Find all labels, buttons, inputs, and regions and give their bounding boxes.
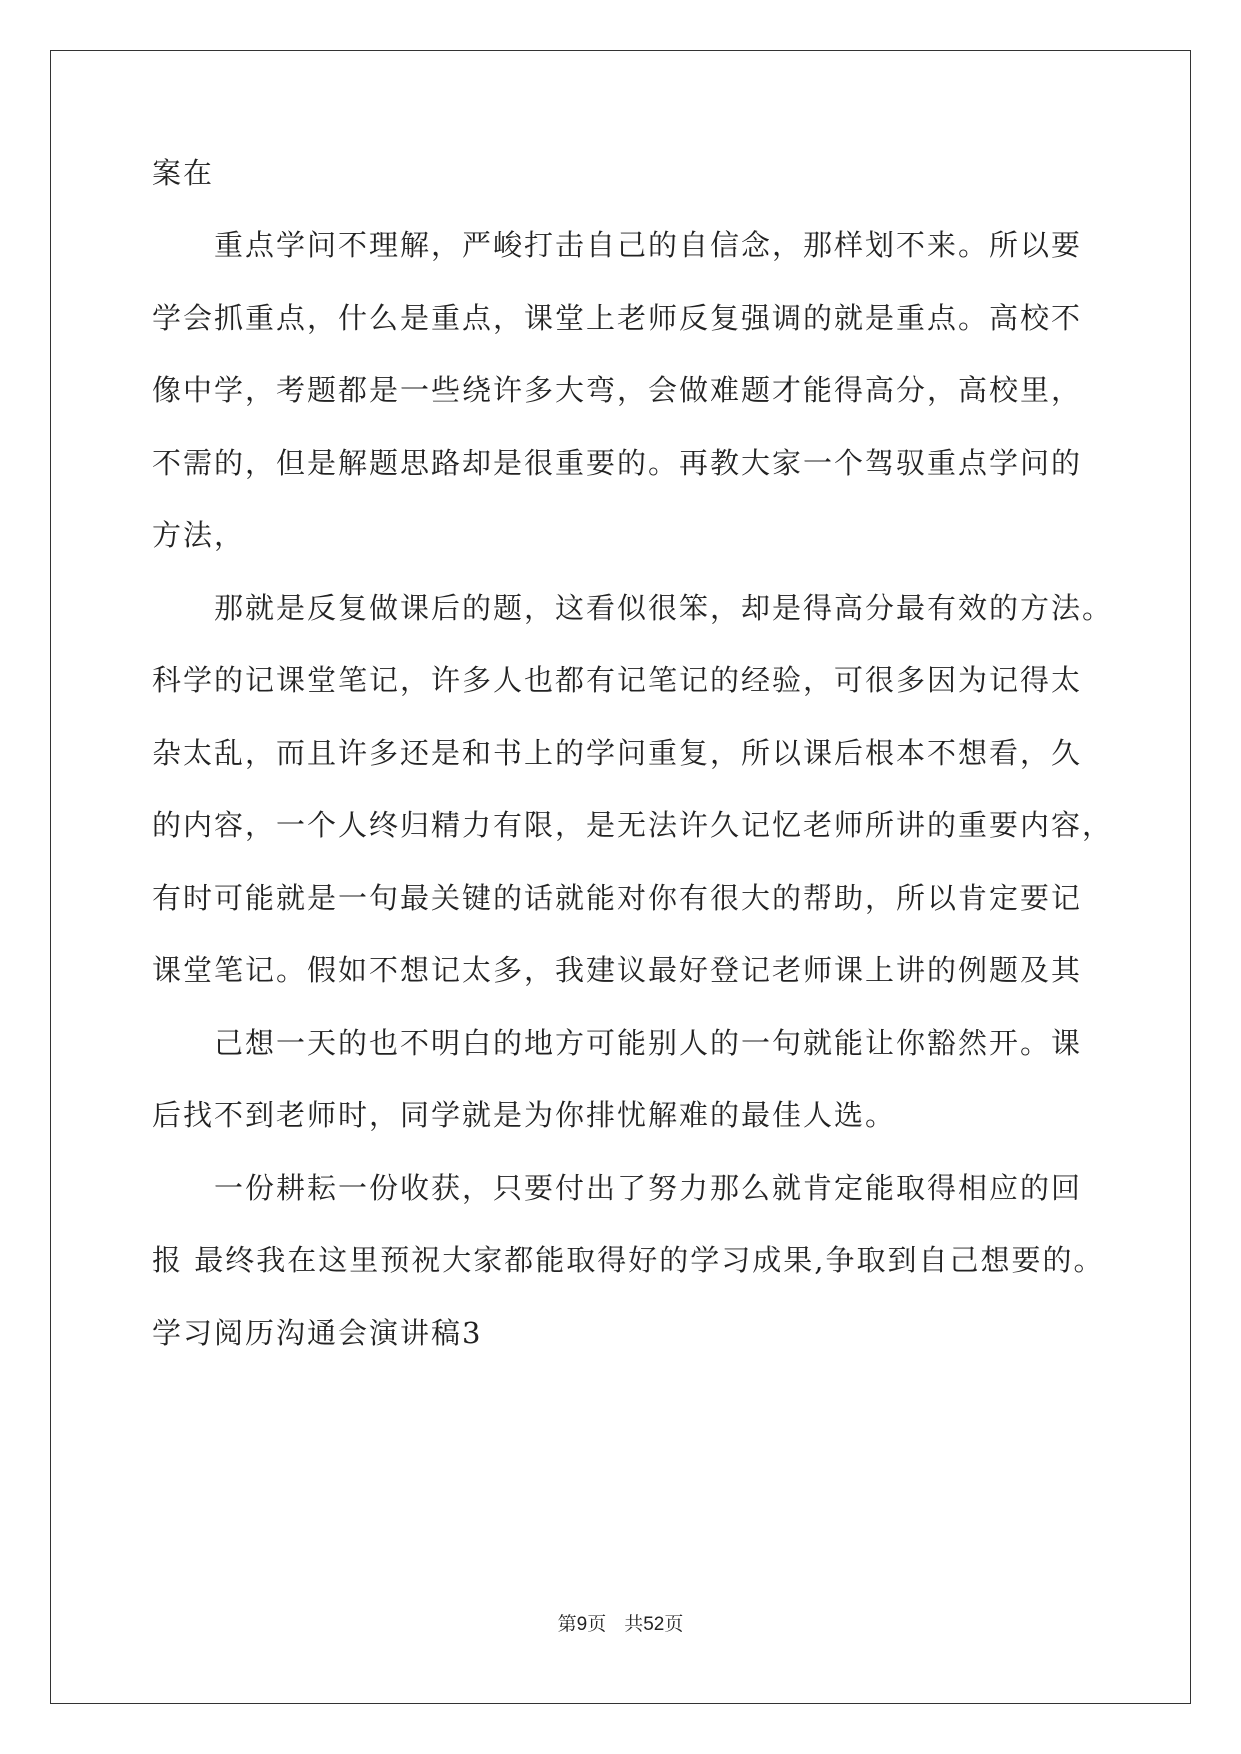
total-suffix: 页 [664,1613,684,1635]
page-suffix: 页 [587,1613,607,1635]
section-heading: 学习阅历沟通会演讲稿3 [152,1316,483,1350]
text-line-8: 科学的记课堂笔记，许多人也都有记笔记的经验，可很多因为记得太 [152,663,1083,697]
total-pages: 52 [643,1614,665,1635]
text-line-10: 的内容，一个人终归精力有限，是无法许久记忆老师所讲的重要内容， [152,808,1114,842]
text-line-12: 课堂笔记。假如不想记太多，我建议最好登记老师课上讲的例题及其 [152,953,1083,987]
paragraph-line-7: 那就是反复做课后的题，这看似很笨，却是得高分最有效的方法。 [214,591,1114,625]
paragraph-line-15: 一份耕耘一份收获，只要付出了努力那么就肯定能取得相应的回 [214,1171,1083,1205]
page-number: 9 [576,1614,588,1635]
text-line-5: 不需的，但是解题思路却是很重要的。再教大家一个驾驭重点学问的 [152,446,1083,480]
paragraph-line-2: 重点学问不理解，严峻打击自己的自信念，那样划不来。所以要 [214,228,1083,262]
text-line-6: 方法， [152,518,246,552]
text-line-16: 报 最终我在这里预祝大家都能取得好的学习成果,争取到自己想要的。 [152,1243,1105,1277]
text-line-3: 学会抓重点，什么是重点，课堂上老师反复强调的就是重点。高校不 [152,301,1083,335]
text-line-11: 有时可能就是一句最关键的话就能对你有很大的帮助，所以肯定要记 [152,881,1083,915]
text-line-4: 像中学，考题都是一些绕许多大弯，会做难题才能得高分，高校里， [152,373,1083,407]
page-prefix: 第 [557,1613,577,1635]
text-line-1: 案在 [152,156,215,190]
total-prefix: 共 [624,1613,644,1635]
paragraph-line-13: 己想一天的也不明白的地方可能别人的一句就能让你豁然开。课 [214,1026,1083,1060]
text-line-9: 杂太乱，而且许多还是和书上的学问重复，所以课后根本不想看，久 [152,736,1083,770]
text-line-14: 后找不到老师时，同学就是为你排忧解难的最佳人选。 [152,1098,897,1132]
page-footer [0,1612,1241,1637]
